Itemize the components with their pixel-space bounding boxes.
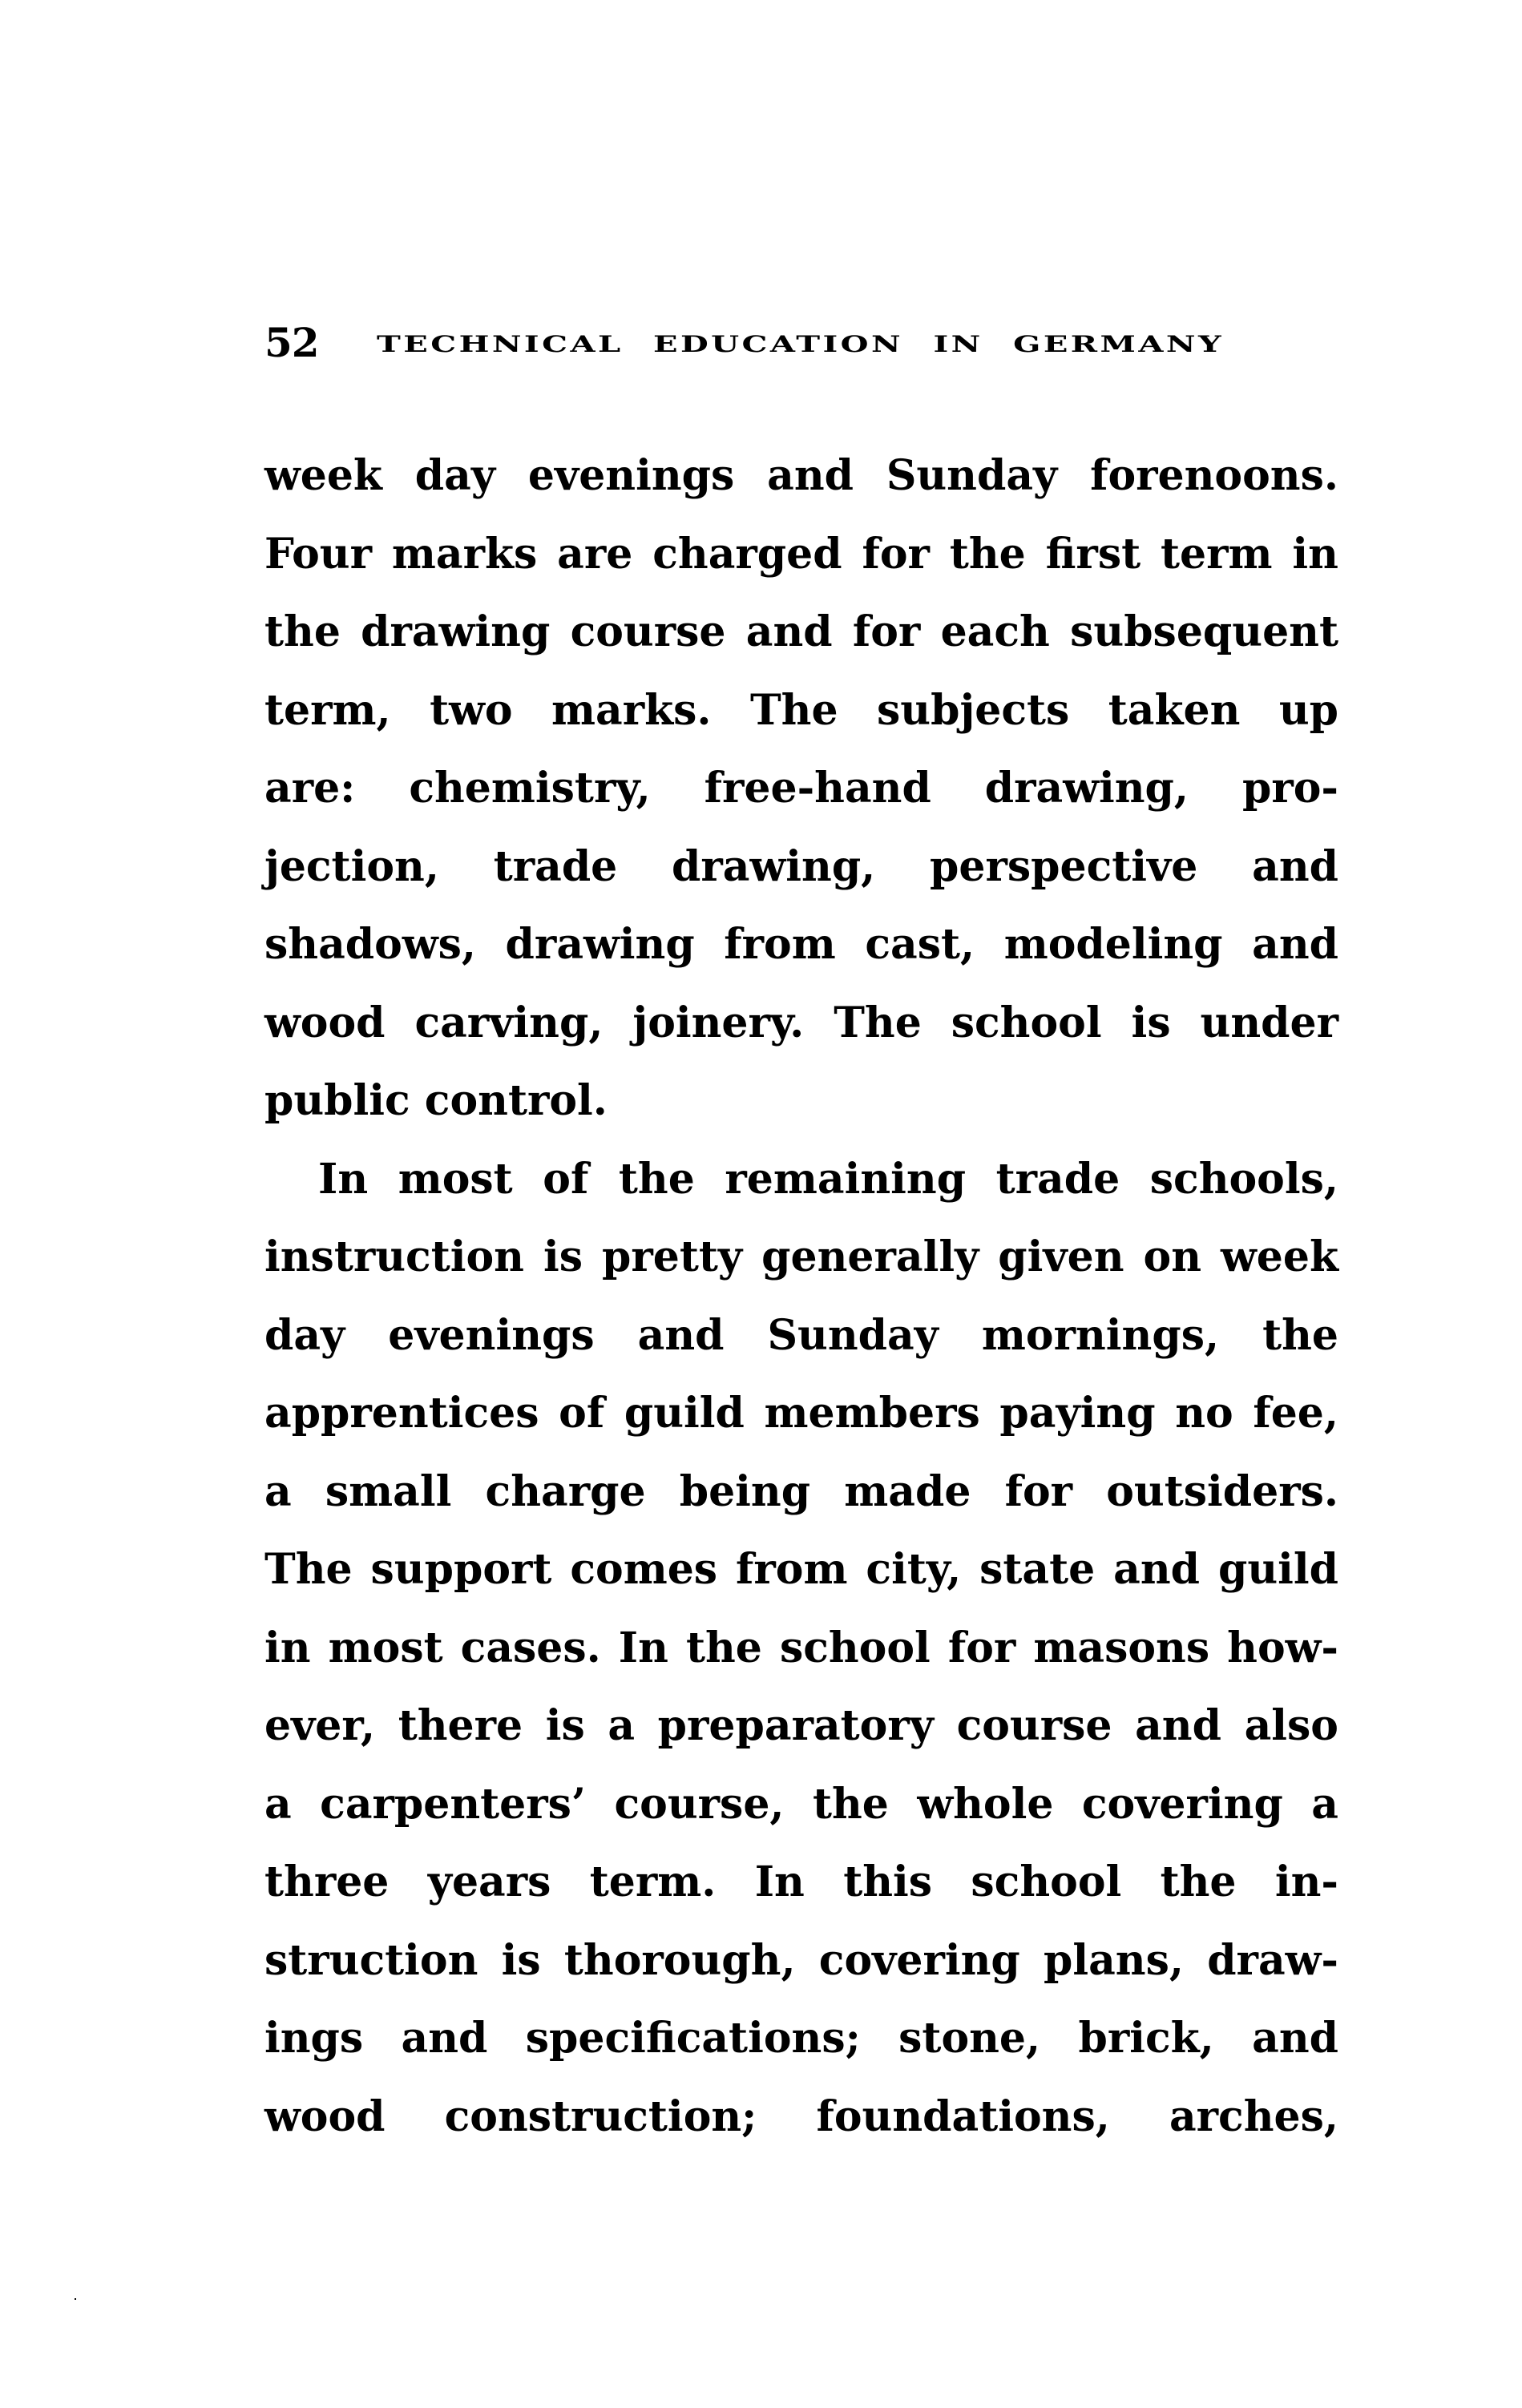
paragraph-2 [264, 1140, 1338, 2156]
text-line: ings and specifications; stone, brick, and [264, 2014, 1338, 2063]
text-line: three years term. In this school the in- [264, 1857, 1338, 1906]
text-line: ever, there is a preparatory course and also [264, 1701, 1338, 1750]
text-line: public control. [264, 1076, 608, 1125]
text-line: week day evenings and Sunday forenoons. [264, 451, 1338, 500]
text-line: a small charge being made for outsiders. [264, 1466, 1338, 1516]
text-line: wood construction; foundations, arches, [264, 2091, 1338, 2141]
text-line: jection, trade drawing, perspective and [264, 841, 1338, 891]
text-line: in most cases. In the school for masons how- [264, 1623, 1338, 1672]
text-line: shadows, drawing from cast, modeling and [264, 920, 1338, 969]
text-line: Four marks are charged for the first term in [264, 529, 1338, 579]
running-head [264, 319, 1338, 367]
running-title: TECHNICAL EDUCATION IN GERMANY [377, 331, 1224, 357]
text-line: term, two marks. The subjects taken up [264, 685, 1338, 735]
text-line: wood carving, joinery. The school is under [264, 998, 1338, 1047]
paragraph-1 [264, 437, 1338, 1140]
scan-speck [75, 2298, 76, 2300]
text-line: In most of the remaining trade schools, [318, 1154, 1338, 1204]
text-line: instruction is pretty generally given on week [264, 1232, 1338, 1281]
text-line: are: chemistry, free-hand drawing, pro- [264, 764, 1338, 813]
text-line: The support comes from city, state and guild [264, 1545, 1338, 1594]
text-line: struction is thorough, covering plans, draw- [264, 1935, 1338, 1985]
text-line: apprentices of guild members paying no fee, [264, 1389, 1338, 1438]
text-line: day evenings and Sunday mornings, the [264, 1310, 1338, 1360]
page-number: 52 [264, 319, 319, 366]
text-line: a carpenters’ course, the whole covering a [264, 1779, 1338, 1829]
body-text [264, 437, 1338, 2156]
text-line: the drawing course and for each subsequent [264, 607, 1338, 656]
